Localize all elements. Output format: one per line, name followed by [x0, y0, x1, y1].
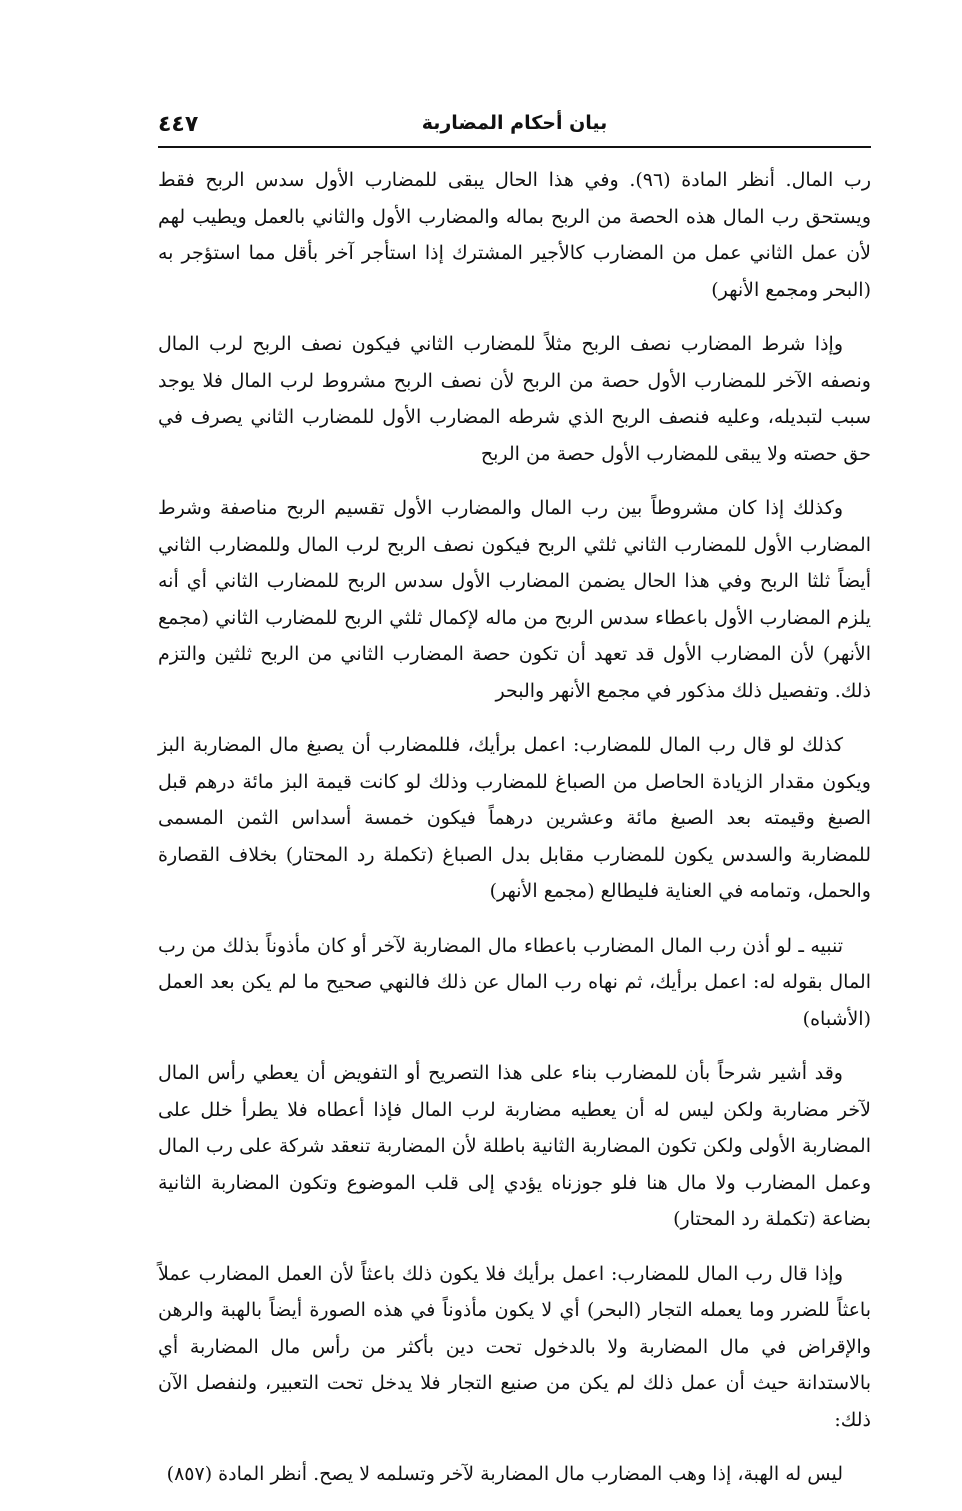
paragraph: وإذا شرط المضارب نصف الربح مثلاً للمضارب الثاني فيكون نصف الربح لرب المال ونصفه الآخر للمضارب الأول حصة من الربح لأن نصف الربح مشروط لرب المال فلا يوجد سبب لتبديله، وعليه فنصف الربح الذي شرطه المضارب الأول للمضارب الثاني يصرف في حق حصته ولا يبقى للمضارب الأول حصة من الربح	[158, 333, 871, 465]
paragraph: وكذلك إذا كان مشروطاً بين رب المال والمضارب الأول تقسيم الربح مناصفة وشرط المضارب الأول للمضارب الثاني ثلثي الربح فيكون نصف الربح لرب المال وللمضارب الثاني أيضاً ثلثا الربح وفي هذا الحال يضمن المضارب الأول سدس الربح للمضارب الثاني أي أنه يلزم المضارب الأول باعطاء سدس الربح من ماله لإكمال ثلثي الربح للمضارب الثاني (مجمع الأنهر) لأن المضارب الأول قد تعهد أن تكون حصة المضارب الثاني من الربح ثلثين والتزم ذلك. وتفصيل ذلك مذكور في مجمع الأنهر والبحر	[158, 497, 871, 702]
page-header	[158, 108, 871, 148]
page-number: ٤٤٧	[158, 112, 199, 137]
paragraph: وقد أشير شرحاً بأن للمضارب بناء على هذا التصريح أو التفويض أن يعطي رأس المال لآخر مضاربة ولكن ليس له أن يعطيه مضاربة لرب المال فإذا أعطاه فلا يطرأ خلل على المضاربة الأولى ولكن تكون المضاربة الثانية باطلة لأن المضاربة تنعقد شركة على رب المال وعمل المضارب ولا مال هنا فلو جوزناه يؤدي إلى قلب الموضوع وتكون المضاربة الثانية بضاعة (تكملة رد المحتار)	[158, 1062, 871, 1230]
paragraph: كذلك لو قال رب المال للمضارب: اعمل برأيك، فللمضارب أن يصبغ مال المضاربة البز ويكون مقدار الزيادة الحاصل من الصباغ للمضارب وذلك لو كانت قيمة البز مائة درهم قبل الصبغ وقيمته بعد الصبغ مائة وعشرين درهماً فيكون خمسة أسداس الثمن المسمى للمضاربة والسدس يكون للمضارب مقابل بدل الصباغ (تكملة رد المحتار) بخلاف القصارة والحمل، وتمامه في العناية فليطالع (مجمع الأنهر)	[158, 734, 871, 902]
paragraph: وإذا قال رب المال للمضارب: اعمل برأيك فلا يكون ذلك باعثاً لأن العمل المضارب عملاً باعثاً للضرر وما يعمله التجار (البحر) أي لا يكون مأذوناً في هذه الصورة أيضاً بالهبة والرهن والإقراض في مال المضاربة ولا بالدخول تحت دين بأكثر من رأس مال المضاربة أي بالاستدانة حيث أن عمل ذلك لم يكن من صنيع التجار فلا يدخل تحت التعبير، ولنفصل الآن ذلك:	[158, 1262, 871, 1431]
paragraph: ليس له الهبة، إذا وهب المضارب مال المضاربة لآخر وتسلمه لا يصح. أنظر المادة (٨٥٧)	[166, 1463, 843, 1485]
paragraph: تنبيه ـ لو أذن رب المال المضارب باعطاء مال المضاربة لآخر أو كان مأذوناً بذلك من رب المال بقوله له: اعمل برأيك، ثم نهاه رب المال عن ذلك فالنهي صحيح ما لم يكن بعد العمل (الأشباه)	[158, 934, 871, 1030]
running-title: بيان أحكام المضاربة	[421, 112, 608, 134]
body-text	[158, 162, 871, 1511]
paragraph: رب المال. أنظر المادة (٩٦). وفي هذا الحال يبقى للمضارب الأول سدس الربح فقط ويستحق رب المال هذه الحصة من الربح بماله والمضارب الأول والثاني بالعمل ويطيب لهم لأن عمل الثاني عمل من المضارب كالأجير المشترك إذا استأجر آخر بأقل مما استؤجر به (البحر ومجمع الأنهر)	[158, 169, 871, 301]
